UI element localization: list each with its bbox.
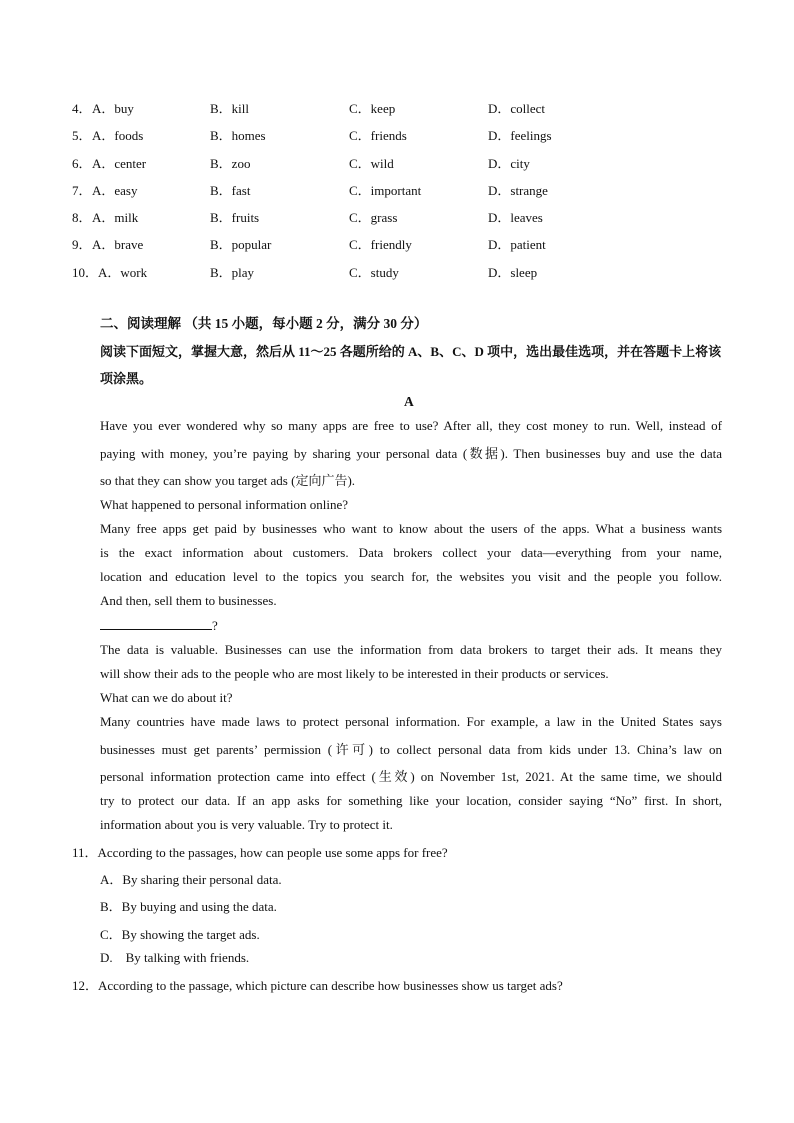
option-d: D．patient: [488, 237, 546, 252]
passage-line: information about you is very valuable. Try to protect it.: [100, 817, 393, 832]
option-d: D．strange: [488, 183, 548, 198]
option-a: A．milk: [92, 210, 139, 225]
question-11-choice-c[interactable]: C．By showing the target ads.: [100, 927, 260, 942]
passage-line: Many free apps get paid by businesses who want to know about the users of the apps. What a business wants: [100, 521, 722, 536]
passage-subheading: What happened to personal information online?: [100, 497, 349, 512]
section-title: 二、阅读理解 （共 15 小题，每小题 2 分，满分 30 分）: [100, 316, 428, 331]
question-11-stem: 11．According to the passages, how can people use some apps for free?: [72, 845, 448, 860]
option-row-7: [0, 180, 794, 200]
option-d: D．leaves: [488, 210, 543, 225]
question-number: 5．: [72, 128, 92, 143]
question-number: 10．: [72, 265, 99, 280]
option-c: C．grass: [349, 210, 398, 225]
passage-subheading: What can we do about it?: [100, 690, 233, 705]
passage-line: And then, sell them to businesses.: [100, 593, 277, 608]
option-b: B．fruits: [210, 210, 260, 225]
option-b: B．zoo: [210, 156, 251, 171]
passage-line: Have you ever wondered why so many apps are free to use? After all, they cost money to run. Well, instead of: [100, 418, 722, 433]
option-row-6: [0, 153, 794, 173]
section-instruction: 阅读下面短文，掌握大意，然后从 11～25 各题所给的 A、B、C、D 项中，选出最佳选项，并在答题卡上将该项涂黑。: [100, 344, 722, 386]
option-c: C．friendly: [349, 237, 412, 252]
passage-letter: A: [404, 394, 414, 409]
question-number: 9．: [72, 237, 92, 252]
answer-blank[interactable]: [100, 617, 212, 630]
question-11-choice-b[interactable]: B．By buying and using the data.: [100, 899, 277, 914]
option-row-8: [0, 207, 794, 227]
passage-line: try to protect our data. If an app asks for something like your location, consider saying “No” first. In short,: [100, 793, 722, 808]
option-row-4: [0, 98, 794, 118]
question-number: 6．: [72, 156, 92, 171]
question-number: 8．: [72, 210, 92, 225]
option-d: D．feelings: [488, 128, 552, 143]
passage-line: so that they can show you target ads (定向广告).: [100, 473, 356, 488]
option-b: B．kill: [210, 101, 250, 116]
blank-question-mark: ?: [212, 618, 218, 633]
passage-line: businesses must get parents’ permission (许可) to collect personal data from kids under 13. China’s law on: [100, 742, 722, 757]
option-a: A．brave: [92, 237, 144, 252]
passage-line: location and education level to the topics you search for, the websites you visit and the people you follow.: [100, 569, 722, 584]
passage-line: personal information protection came into effect (生效) on November 1st, 2021. At the same time, we should: [100, 769, 722, 784]
option-c: C．friends: [349, 128, 407, 143]
passage-line: Many countries have made laws to protect personal information. For example, a law in the United States says: [100, 714, 722, 729]
passage-line: is the exact information about customers. Data brokers collect your data—everything from your name,: [100, 545, 722, 560]
option-b: B．homes: [210, 128, 266, 143]
option-c: C．keep: [349, 101, 396, 116]
passage-line: The data is valuable. Businesses can use the information from data brokers to target their ads. It means they: [100, 642, 722, 657]
option-row-10: [0, 262, 794, 282]
option-c: C．wild: [349, 156, 394, 171]
option-b: B．play: [210, 265, 255, 280]
option-d: D．city: [488, 156, 530, 171]
option-a: A．center: [92, 156, 147, 171]
option-c: C．important: [349, 183, 422, 198]
option-row-5: [0, 125, 794, 145]
passage-line: will show their ads to the people who are most likely to be interested in their products or services.: [100, 666, 609, 681]
blank-heading: [100, 617, 722, 634]
question-11-choice-a[interactable]: A．By sharing their personal data.: [100, 872, 282, 887]
question-number: 4．: [72, 101, 92, 116]
question-number: 7．: [72, 183, 92, 198]
option-c: C．study: [349, 265, 399, 280]
question-11-choice-d[interactable]: D. By talking with friends.: [100, 950, 250, 965]
option-a: A．work: [98, 265, 148, 280]
option-d: D．sleep: [488, 265, 538, 280]
option-b: B．popular: [210, 237, 272, 252]
question-12-stem: 12．According to the passage, which picture can describe how businesses show us target ads?: [72, 978, 563, 993]
option-d: D．collect: [488, 101, 546, 116]
option-b: B．fast: [210, 183, 251, 198]
passage-line: paying with money, you’re paying by sharing your personal data (数据). Then businesses buy and use the data: [100, 446, 722, 461]
option-a: A．buy: [92, 101, 134, 116]
option-a: A．foods: [92, 128, 144, 143]
option-row-9: [0, 234, 794, 254]
option-a: A．easy: [92, 183, 138, 198]
